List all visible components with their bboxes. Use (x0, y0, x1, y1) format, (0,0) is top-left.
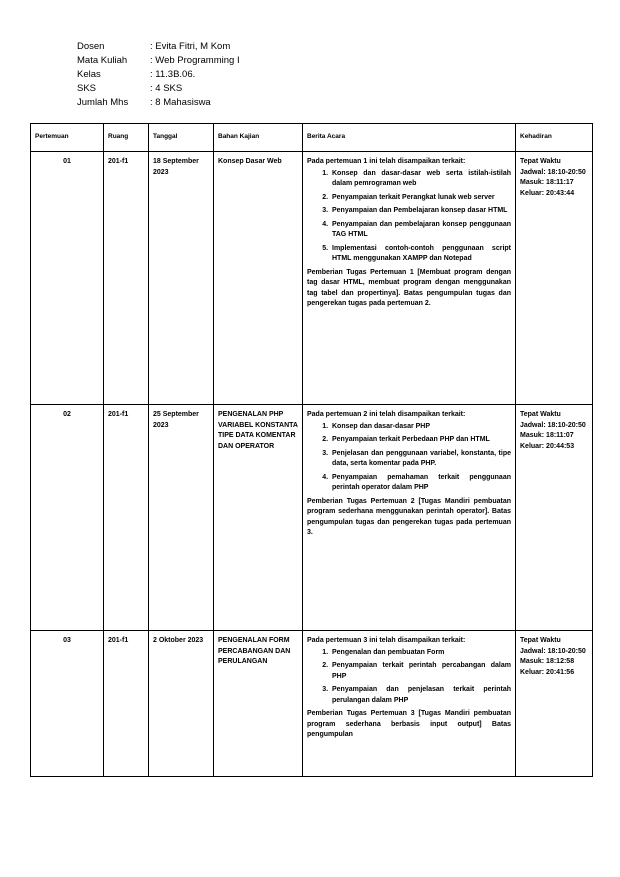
col-header-kehadiran: Kehadiran (516, 124, 593, 152)
berita-assignment: Pemberian Tugas Pertemuan 2 [Tugas Mandiri pembuatan program sederhana menggunakan perintah operator]. Batas pengumpulan tugas dan pengerekan tugas pada pertemuan 3. (307, 497, 511, 536)
header-value: : Web Programming I (150, 55, 240, 66)
col-header-bahan-kajian: Bahan Kajian (214, 124, 303, 152)
cell-kehadiran: Tepat Waktu Jadwal: 18:10-20:50 Masuk: 18:12:58 Keluar: 20:41:56 (516, 631, 593, 777)
table-header-row (31, 124, 593, 152)
cell-tanggal: 2 Oktober 2023 (149, 631, 214, 777)
col-header-berita-acara: Berita Acara (303, 124, 516, 152)
header-row-sks (77, 82, 240, 96)
attendance-table (30, 123, 593, 777)
list-item: 5. Implementasi contoh-contoh penggunaan script HTML menggunakan XAMPP dan Notepad (330, 244, 511, 265)
header-label: Dosen (77, 41, 105, 52)
header-label: Jumlah Mhs (77, 97, 129, 108)
berita-list (307, 648, 511, 707)
cell-pertemuan: 01 (31, 152, 104, 405)
list-item: 4. Penyampaian pemahaman terkait penggunaan perintah operator dalam PHP (330, 473, 511, 494)
header-row-jumlah-mhs (77, 96, 240, 110)
list-item: 1. Konsep dan dasar-dasar web serta istilah-istilah dalam pemrograman web (330, 169, 511, 190)
header-value: : Evita Fitri, M Kom (150, 41, 231, 52)
list-item: 2. Penyampaian terkait Perangkat lunak web server (330, 193, 511, 204)
berita-list (307, 169, 511, 265)
header-row-dosen (77, 40, 240, 54)
cell-pertemuan: 02 (31, 405, 104, 631)
cell-bahan-kajian: Konsep Dasar Web (214, 152, 303, 405)
list-item: 1. Konsep dan dasar-dasar PHP (330, 422, 511, 433)
list-item: 3. Penjelasan dan penggunaan variabel, konstanta, tipe data, serta komentar pada PHP. (330, 449, 511, 470)
list-item: 1. Pengenalan dan pembuatan Form (330, 648, 511, 659)
berita-assignment: Pemberian Tugas Pertemuan 1 [Membuat program dengan tag dasar HTML, membuat program dengan menggunakan tag tabel dan propertinya]. Batas pengumpulan tugas dan pengerekan tugas pada pertemuan 2. (307, 268, 511, 307)
list-item: 3. Penyampaian dan Pembelajaran konsep dasar HTML (330, 206, 511, 217)
cell-kehadiran: Tepat Waktu Jadwal: 18:10-20:50 Masuk: 18:11:17 Keluar: 20:43:44 (516, 152, 593, 405)
cell-tanggal: 18 September 2023 (149, 152, 214, 405)
cell-bahan-kajian: PENGENALAN FORM PERCABANGAN DAN PERULANGAN (214, 631, 303, 777)
cell-pertemuan: 03 (31, 631, 104, 777)
berita-intro: Pada pertemuan 2 ini telah disampaikan terkait: (307, 411, 466, 418)
cell-ruang: 201-f1 (104, 405, 149, 631)
list-item: 2. Penyampaian terkait perintah percabangan dalam PHP (330, 661, 511, 682)
header-label: Kelas (77, 69, 101, 80)
cell-berita-acara (303, 152, 516, 405)
table-row (31, 631, 593, 777)
cell-berita-acara (303, 405, 516, 631)
cell-bahan-kajian: PENGENALAN PHP VARIABEL KONSTANTA TIPE DATA KOMENTAR DAN OPERATOR (214, 405, 303, 631)
list-item: 3. Penyampaian dan penjelasan terkait perintah perulangan dalam PHP (330, 685, 511, 706)
header-value: : 11.3B.06. (150, 69, 196, 80)
berita-list (307, 422, 511, 494)
header-value: : 4 SKS (150, 83, 183, 94)
header-value: : 8 Mahasiswa (150, 97, 211, 108)
col-header-ruang: Ruang (104, 124, 149, 152)
cell-kehadiran: Tepat Waktu Jadwal: 18:10-20:50 Masuk: 18:11:07 Keluar: 20:44:53 (516, 405, 593, 631)
list-item: 2. Penyampaian terkait Perbedaan PHP dan HTML (330, 435, 511, 446)
header-row-kelas (77, 68, 240, 82)
berita-intro: Pada pertemuan 1 ini telah disampaikan terkait: (307, 158, 466, 165)
cell-ruang: 201-f1 (104, 152, 149, 405)
col-header-tanggal: Tanggal (149, 124, 214, 152)
berita-intro: Pada pertemuan 3 ini telah disampaikan terkait: (307, 637, 466, 644)
header-label: Mata Kuliah (77, 55, 128, 66)
cell-ruang: 201-f1 (104, 631, 149, 777)
header-label: SKS (77, 83, 97, 94)
col-header-pertemuan: Pertemuan (31, 124, 104, 152)
cell-tanggal: 25 September 2023 (149, 405, 214, 631)
header-info (77, 40, 240, 110)
header-row-mata-kuliah (77, 54, 240, 68)
table-row (31, 405, 593, 631)
berita-assignment: Pemberian Tugas Pertemuan 3 [Tugas Mandiri pembuatan program sederhana berbasis input output] Batas pengumpulan (307, 710, 511, 738)
cell-berita-acara (303, 631, 516, 777)
table-row (31, 152, 593, 405)
list-item: 4. Penyampaian dan pembelajaran konsep penggunaan TAG HTML (330, 220, 511, 241)
